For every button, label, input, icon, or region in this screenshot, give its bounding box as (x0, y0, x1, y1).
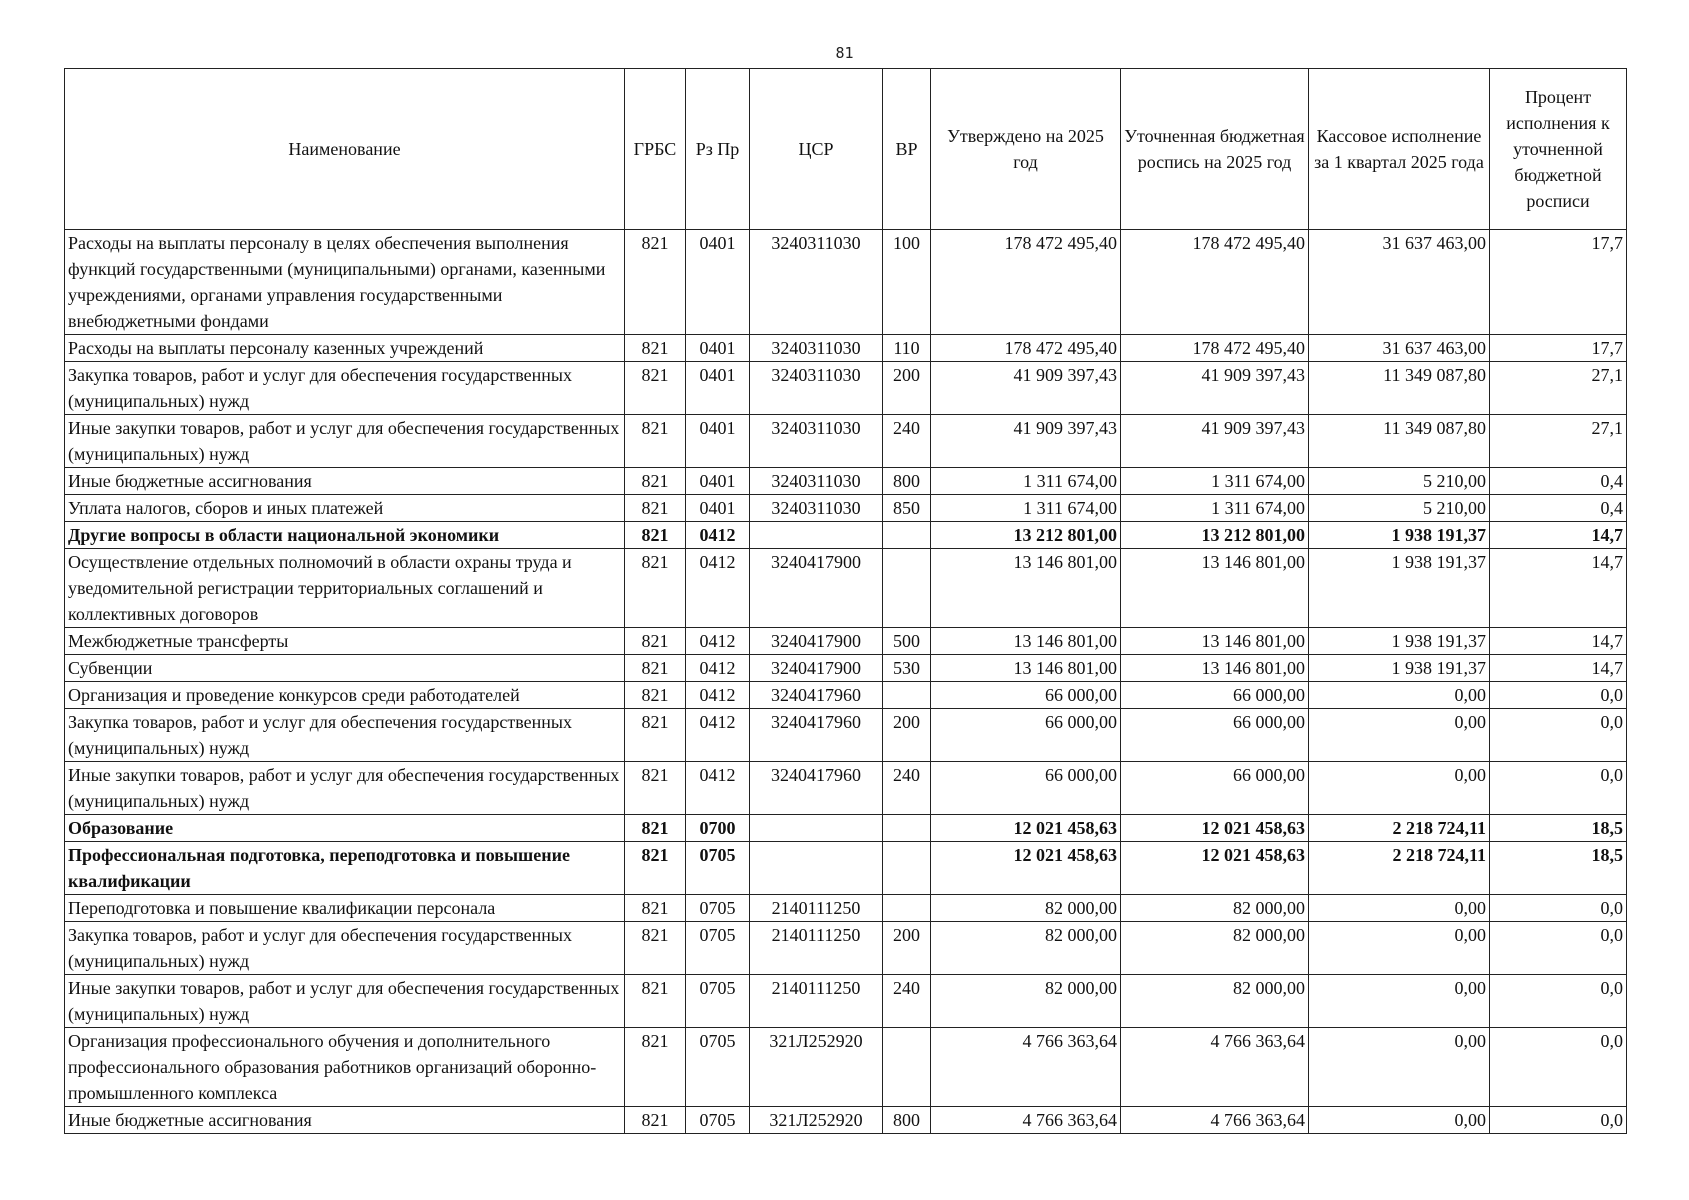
cell-grbs: 821 (625, 549, 686, 628)
cell-revised: 66 000,00 (1121, 682, 1309, 709)
cell-csr: 3240311030 (750, 230, 883, 335)
cell-csr: 3240311030 (750, 468, 883, 495)
cell-name: Закупка товаров, работ и услуг для обеспечения государственных (муниципальных) нужд (65, 362, 625, 415)
cell-approved: 66 000,00 (931, 682, 1121, 709)
cell-rzpr: 0401 (686, 362, 750, 415)
cell-revised: 41 909 397,43 (1121, 362, 1309, 415)
cell-vr: 110 (883, 335, 931, 362)
cell-grbs: 821 (625, 922, 686, 975)
table-body (65, 230, 1627, 1134)
cell-approved: 41 909 397,43 (931, 415, 1121, 468)
table-row (65, 362, 1627, 415)
cell-cash: 31 637 463,00 (1309, 335, 1490, 362)
cell-rzpr: 0401 (686, 468, 750, 495)
cell-grbs: 821 (625, 655, 686, 682)
cell-csr: 3240417960 (750, 709, 883, 762)
cell-percent: 27,1 (1490, 415, 1627, 468)
cell-approved: 4 766 363,64 (931, 1107, 1121, 1134)
cell-cash: 11 349 087,80 (1309, 362, 1490, 415)
cell-rzpr: 0412 (686, 628, 750, 655)
cell-revised: 82 000,00 (1121, 975, 1309, 1028)
cell-revised: 66 000,00 (1121, 762, 1309, 815)
cell-grbs: 821 (625, 682, 686, 709)
cell-revised: 1 311 674,00 (1121, 495, 1309, 522)
cell-cash: 2 218 724,11 (1309, 815, 1490, 842)
cell-cash: 0,00 (1309, 895, 1490, 922)
cell-grbs: 821 (625, 468, 686, 495)
table-row (65, 468, 1627, 495)
cell-grbs: 821 (625, 522, 686, 549)
cell-rzpr: 0401 (686, 415, 750, 468)
cell-approved: 41 909 397,43 (931, 362, 1121, 415)
cell-name: Иные закупки товаров, работ и услуг для обеспечения государственных (муниципальных) нужд (65, 975, 625, 1028)
cell-name: Другие вопросы в области национальной экономики (65, 522, 625, 549)
cell-revised: 178 472 495,40 (1121, 230, 1309, 335)
cell-rzpr: 0705 (686, 895, 750, 922)
cell-vr: 240 (883, 975, 931, 1028)
cell-vr: 200 (883, 362, 931, 415)
cell-rzpr: 0401 (686, 335, 750, 362)
cell-csr: 2140111250 (750, 975, 883, 1028)
cell-name: Иные бюджетные ассигнования (65, 1107, 625, 1134)
cell-cash: 11 349 087,80 (1309, 415, 1490, 468)
table-row (65, 842, 1627, 895)
cell-revised: 12 021 458,63 (1121, 815, 1309, 842)
cell-vr: 850 (883, 495, 931, 522)
table-header-row (65, 69, 1627, 230)
cell-approved: 178 472 495,40 (931, 335, 1121, 362)
cell-rzpr: 0705 (686, 1028, 750, 1107)
cell-vr: 240 (883, 762, 931, 815)
cell-csr: 321Л252920 (750, 1107, 883, 1134)
cell-percent: 0,0 (1490, 762, 1627, 815)
cell-cash: 1 938 191,37 (1309, 628, 1490, 655)
table-row (65, 495, 1627, 522)
table-row (65, 230, 1627, 335)
cell-revised: 4 766 363,64 (1121, 1028, 1309, 1107)
cell-rzpr: 0401 (686, 495, 750, 522)
cell-approved: 4 766 363,64 (931, 1028, 1121, 1107)
header-vr: ВР (883, 69, 931, 230)
cell-name: Расходы на выплаты персоналу в целях обеспечения выполнения функций государственными (муниципальными) органами, казенными учреждениями, органами управления государственными внебюджетными фондами (65, 230, 625, 335)
cell-csr (750, 522, 883, 549)
cell-rzpr: 0401 (686, 230, 750, 335)
cell-vr: 800 (883, 1107, 931, 1134)
table-row (65, 655, 1627, 682)
budget-execution-table (64, 68, 1627, 1134)
cell-csr: 3240417900 (750, 549, 883, 628)
cell-cash: 1 938 191,37 (1309, 655, 1490, 682)
cell-rzpr: 0412 (686, 762, 750, 815)
cell-csr: 2140111250 (750, 922, 883, 975)
header-cash: Кассовое исполнение за 1 квартал 2025 года (1309, 69, 1490, 230)
cell-csr: 3240417960 (750, 762, 883, 815)
cell-grbs: 821 (625, 628, 686, 655)
cell-name: Осуществление отдельных полномочий в области охраны труда и уведомительной регистрации территориальных соглашений и коллективных договоров (65, 549, 625, 628)
cell-percent: 0,0 (1490, 1028, 1627, 1107)
cell-vr: 240 (883, 415, 931, 468)
cell-cash: 0,00 (1309, 975, 1490, 1028)
cell-csr: 3240311030 (750, 335, 883, 362)
table-row (65, 895, 1627, 922)
header-csr: ЦСР (750, 69, 883, 230)
cell-revised: 13 146 801,00 (1121, 549, 1309, 628)
cell-percent: 18,5 (1490, 842, 1627, 895)
cell-percent: 0,0 (1490, 975, 1627, 1028)
cell-cash: 5 210,00 (1309, 495, 1490, 522)
cell-approved: 12 021 458,63 (931, 842, 1121, 895)
table-row (65, 522, 1627, 549)
cell-vr (883, 1028, 931, 1107)
cell-percent: 0,0 (1490, 922, 1627, 975)
cell-csr: 3240311030 (750, 415, 883, 468)
cell-name: Иные закупки товаров, работ и услуг для обеспечения государственных (муниципальных) нужд (65, 762, 625, 815)
cell-approved: 178 472 495,40 (931, 230, 1121, 335)
cell-approved: 13 146 801,00 (931, 549, 1121, 628)
cell-rzpr: 0412 (686, 549, 750, 628)
cell-vr: 800 (883, 468, 931, 495)
table-row (65, 922, 1627, 975)
cell-cash: 1 938 191,37 (1309, 549, 1490, 628)
cell-csr: 3240417900 (750, 628, 883, 655)
cell-csr: 3240417960 (750, 682, 883, 709)
header-grbs: ГРБС (625, 69, 686, 230)
cell-revised: 13 146 801,00 (1121, 628, 1309, 655)
table-row (65, 815, 1627, 842)
cell-revised: 4 766 363,64 (1121, 1107, 1309, 1134)
cell-percent: 0,0 (1490, 682, 1627, 709)
cell-csr: 3240311030 (750, 362, 883, 415)
cell-cash: 0,00 (1309, 682, 1490, 709)
cell-name: Расходы на выплаты персоналу казенных учреждений (65, 335, 625, 362)
cell-rzpr: 0705 (686, 922, 750, 975)
cell-grbs: 821 (625, 415, 686, 468)
table-row (65, 975, 1627, 1028)
table-row (65, 415, 1627, 468)
cell-cash: 5 210,00 (1309, 468, 1490, 495)
cell-grbs: 821 (625, 762, 686, 815)
cell-percent: 14,7 (1490, 549, 1627, 628)
cell-rzpr: 0412 (686, 709, 750, 762)
cell-grbs: 821 (625, 1107, 686, 1134)
cell-cash: 31 637 463,00 (1309, 230, 1490, 335)
cell-percent: 17,7 (1490, 230, 1627, 335)
cell-name: Закупка товаров, работ и услуг для обеспечения государственных (муниципальных) нужд (65, 709, 625, 762)
cell-vr (883, 842, 931, 895)
cell-name: Организация профессионального обучения и дополнительного профессионального образования работников организаций оборонно-промышленного комплекса (65, 1028, 625, 1107)
cell-cash: 1 938 191,37 (1309, 522, 1490, 549)
cell-grbs: 821 (625, 495, 686, 522)
cell-name: Уплата налогов, сборов и иных платежей (65, 495, 625, 522)
cell-vr: 100 (883, 230, 931, 335)
cell-grbs: 821 (625, 709, 686, 762)
cell-name: Переподготовка и повышение квалификации персонала (65, 895, 625, 922)
cell-vr: 200 (883, 709, 931, 762)
cell-name: Образование (65, 815, 625, 842)
cell-rzpr: 0700 (686, 815, 750, 842)
table-row (65, 1107, 1627, 1134)
cell-cash: 2 218 724,11 (1309, 842, 1490, 895)
cell-percent: 0,0 (1490, 895, 1627, 922)
cell-grbs: 821 (625, 335, 686, 362)
header-percent: Процент исполнения к уточненной бюджетной росписи (1490, 69, 1627, 230)
cell-cash: 0,00 (1309, 922, 1490, 975)
page-number: 81 (835, 44, 854, 62)
table-row (65, 682, 1627, 709)
table-row (65, 628, 1627, 655)
cell-cash: 0,00 (1309, 1028, 1490, 1107)
cell-revised: 41 909 397,43 (1121, 415, 1309, 468)
cell-vr (883, 549, 931, 628)
header-name: Наименование (65, 69, 625, 230)
table-row (65, 709, 1627, 762)
cell-name: Иные бюджетные ассигнования (65, 468, 625, 495)
cell-approved: 1 311 674,00 (931, 468, 1121, 495)
cell-cash: 0,00 (1309, 1107, 1490, 1134)
cell-grbs: 821 (625, 362, 686, 415)
cell-revised: 13 212 801,00 (1121, 522, 1309, 549)
cell-rzpr: 0705 (686, 1107, 750, 1134)
cell-name: Закупка товаров, работ и услуг для обеспечения государственных (муниципальных) нужд (65, 922, 625, 975)
cell-revised: 13 146 801,00 (1121, 655, 1309, 682)
header-rzpr: Рз Пр (686, 69, 750, 230)
table-row (65, 335, 1627, 362)
cell-vr: 500 (883, 628, 931, 655)
cell-csr: 3240311030 (750, 495, 883, 522)
cell-grbs: 821 (625, 815, 686, 842)
cell-vr (883, 522, 931, 549)
cell-grbs: 821 (625, 895, 686, 922)
cell-cash: 0,00 (1309, 709, 1490, 762)
table-row (65, 1028, 1627, 1107)
header-revised: Уточненная бюджетная роспись на 2025 год (1121, 69, 1309, 230)
cell-cash: 0,00 (1309, 762, 1490, 815)
cell-name: Межбюджетные трансферты (65, 628, 625, 655)
cell-rzpr: 0705 (686, 975, 750, 1028)
cell-csr: 2140111250 (750, 895, 883, 922)
cell-name: Иные закупки товаров, работ и услуг для обеспечения государственных (муниципальных) нужд (65, 415, 625, 468)
cell-rzpr: 0412 (686, 655, 750, 682)
cell-approved: 12 021 458,63 (931, 815, 1121, 842)
cell-approved: 66 000,00 (931, 762, 1121, 815)
cell-approved: 66 000,00 (931, 709, 1121, 762)
cell-csr (750, 815, 883, 842)
cell-revised: 82 000,00 (1121, 895, 1309, 922)
cell-rzpr: 0412 (686, 522, 750, 549)
cell-name: Субвенции (65, 655, 625, 682)
cell-name: Организация и проведение конкурсов среди работодателей (65, 682, 625, 709)
cell-csr: 321Л252920 (750, 1028, 883, 1107)
cell-vr (883, 682, 931, 709)
cell-approved: 13 146 801,00 (931, 628, 1121, 655)
cell-percent: 17,7 (1490, 335, 1627, 362)
cell-csr (750, 842, 883, 895)
cell-revised: 82 000,00 (1121, 922, 1309, 975)
cell-approved: 13 212 801,00 (931, 522, 1121, 549)
cell-vr (883, 815, 931, 842)
cell-csr: 3240417900 (750, 655, 883, 682)
table-row (65, 549, 1627, 628)
cell-percent: 14,7 (1490, 655, 1627, 682)
cell-grbs: 821 (625, 842, 686, 895)
cell-grbs: 821 (625, 1028, 686, 1107)
cell-vr: 200 (883, 922, 931, 975)
cell-revised: 66 000,00 (1121, 709, 1309, 762)
cell-revised: 1 311 674,00 (1121, 468, 1309, 495)
cell-approved: 82 000,00 (931, 975, 1121, 1028)
cell-approved: 82 000,00 (931, 922, 1121, 975)
cell-percent: 14,7 (1490, 522, 1627, 549)
cell-percent: 18,5 (1490, 815, 1627, 842)
cell-percent: 0,0 (1490, 1107, 1627, 1134)
cell-percent: 27,1 (1490, 362, 1627, 415)
cell-vr: 530 (883, 655, 931, 682)
cell-percent: 0,0 (1490, 709, 1627, 762)
cell-percent: 0,4 (1490, 495, 1627, 522)
cell-percent: 14,7 (1490, 628, 1627, 655)
cell-percent: 0,4 (1490, 468, 1627, 495)
cell-approved: 13 146 801,00 (931, 655, 1121, 682)
cell-grbs: 821 (625, 975, 686, 1028)
cell-approved: 82 000,00 (931, 895, 1121, 922)
cell-revised: 12 021 458,63 (1121, 842, 1309, 895)
header-approved: Утверждено на 2025 год (931, 69, 1121, 230)
cell-revised: 178 472 495,40 (1121, 335, 1309, 362)
cell-grbs: 821 (625, 230, 686, 335)
cell-name: Профессиональная подготовка, переподготовка и повышение квалификации (65, 842, 625, 895)
cell-rzpr: 0412 (686, 682, 750, 709)
cell-rzpr: 0705 (686, 842, 750, 895)
cell-vr (883, 895, 931, 922)
table-row (65, 762, 1627, 815)
cell-approved: 1 311 674,00 (931, 495, 1121, 522)
